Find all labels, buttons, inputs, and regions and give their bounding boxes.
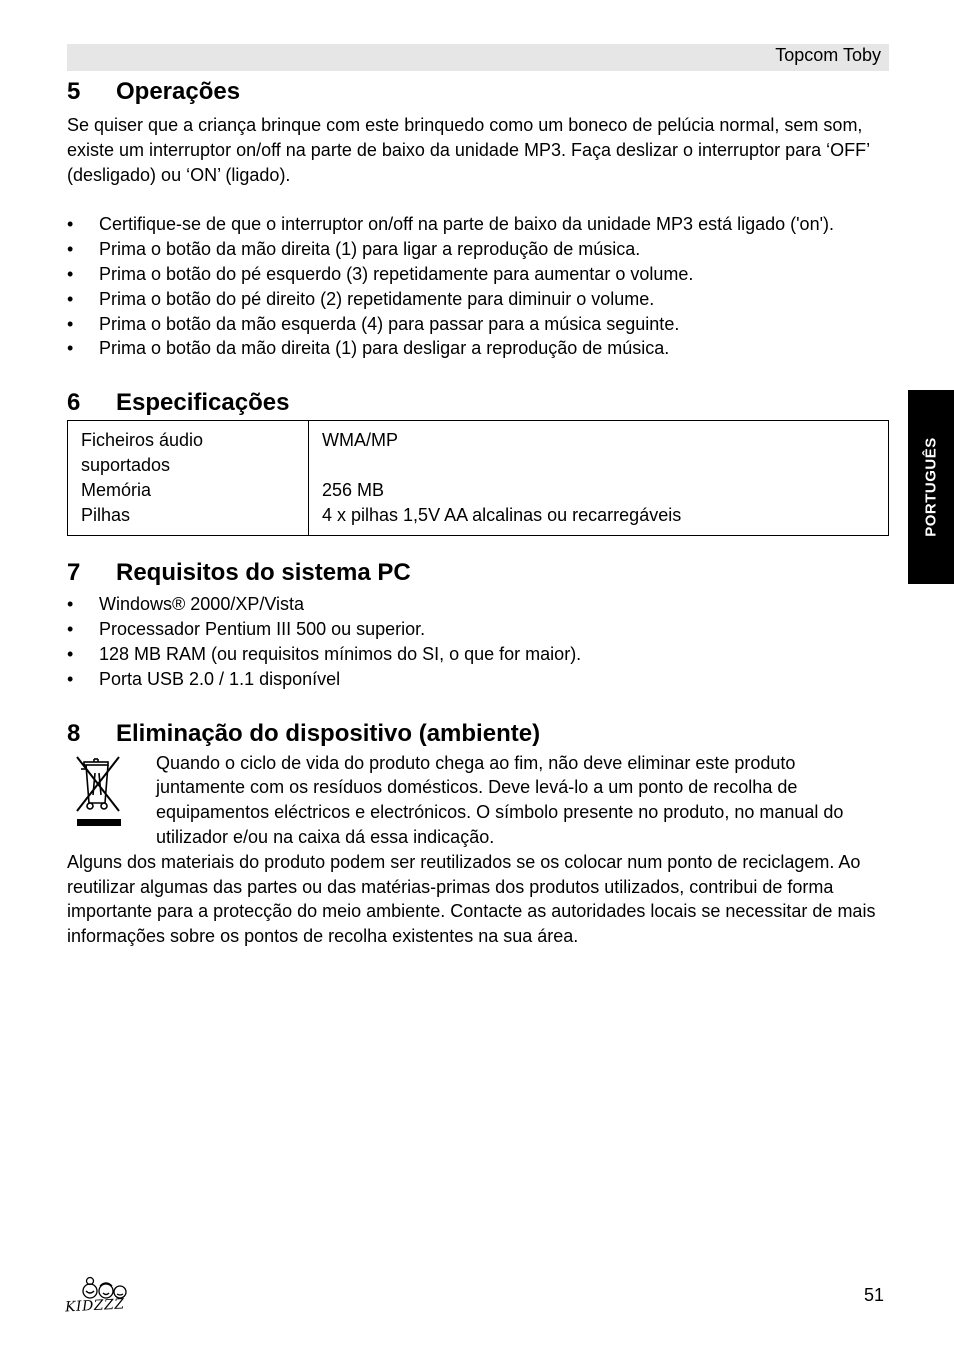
spec-value: WMA/MP <box>322 430 398 451</box>
section-title: Especificações <box>116 389 290 417</box>
section-title: Requisitos do sistema PC <box>116 559 411 587</box>
table-row <box>68 421 889 536</box>
list-item: • Prima o botão da mão esquerda (4) para passar para a música seguinte. <box>67 312 889 337</box>
list-item: • Prima o botão do pé esquerdo (3) repetidamente para aumentar o volume. <box>67 262 889 287</box>
spec-value: 256 MB <box>322 479 385 500</box>
crossed-out-wheelie-bin-icon <box>67 751 156 850</box>
section-5-heading <box>67 76 889 108</box>
list-item: • Prima o botão da mão direita (1) para ligar a reprodução de música. <box>67 237 889 262</box>
list-item: • Prima o botão do pé direito (2) repetidamente para diminuir o volume. <box>67 287 889 312</box>
page-number: 51 <box>864 1285 885 1305</box>
section-6-heading <box>67 387 889 419</box>
page-content <box>67 76 889 949</box>
kidzzz-logo <box>64 1274 136 1321</box>
svg-text:KIDZZZ: KIDZZZ <box>64 1296 125 1316</box>
language-side-tab <box>908 390 954 584</box>
specifications-table <box>67 420 889 536</box>
disposal-notice <box>67 751 889 850</box>
list-item: • Prima o botão da mão direita (1) para desligar a reprodução de música. <box>67 336 889 361</box>
header-bar <box>67 44 889 71</box>
spec-label: Ficheiros áudio suportados <box>81 430 204 475</box>
spec-values-cell <box>309 421 889 536</box>
section-5-intro: Se quiser que a criança brinque com este brinquedo como um boneco de pelúcia normal, sem som, existe um interruptor on/off na parte de baixo da unidade MP3. Faça deslizar o interruptor para ‘OFF’ (desligado) ou ‘ON’ (ligado). <box>67 115 870 185</box>
list-item: • 128 MB RAM (ou requisitos mínimos do SI, o que for maior). <box>67 642 889 667</box>
section-title: Eliminação do dispositivo (ambiente) <box>116 719 541 747</box>
spec-labels-cell <box>68 421 309 536</box>
section-number: 5 <box>67 78 81 105</box>
language-label: PORTUGUÊS <box>922 437 940 537</box>
spec-label: Pilhas <box>81 504 131 525</box>
section-7-heading <box>67 557 889 589</box>
header-brand: Topcom Toby <box>775 45 881 65</box>
section-number: 8 <box>67 719 81 747</box>
section-title: Operações <box>116 78 241 105</box>
section-5-bullet-list <box>67 212 889 361</box>
recycling-paragraph: Alguns dos materiais do produto podem ser reutilizados se os colocar num ponto de reciclagem. Ao reutilizar algumas das partes ou das matérias-primas dos produtos utilizados, contribui de forma importante para a protecção do meio ambiente. Contacte as autoridades locais se necessitar de mais informações sobre os pontos de recolha existentes na sua área. <box>67 851 876 947</box>
list-item: • Porta USB 2.0 / 1.1 disponível <box>67 667 889 692</box>
list-item: • Windows® 2000/XP/Vista <box>67 592 889 617</box>
section-8-heading <box>67 718 889 750</box>
section-number: 6 <box>67 389 81 417</box>
list-item: • Processador Pentium III 500 ou superior. <box>67 617 889 642</box>
spec-value: 4 x pilhas 1,5V AA alcalinas ou recarregáveis <box>322 504 682 525</box>
section-number: 7 <box>67 559 81 587</box>
spec-label: Memória <box>81 479 152 500</box>
list-item: • Certifique-se de que o interruptor on/off na parte de baixo da unidade MP3 está ligado ('on'). <box>67 212 889 237</box>
section-7-bullet-list <box>67 592 889 691</box>
disposal-paragraph: Quando o ciclo de vida do produto chega ao fim, não deve eliminar este produto juntamente com os resíduos domésticos. Deve levá-lo a um ponto de recolha de equipamentos eléctricos e electrónicos. O símbolo presente no produto, no manual do utilizador e/ou na caixa dá essa indicação. <box>156 752 844 847</box>
